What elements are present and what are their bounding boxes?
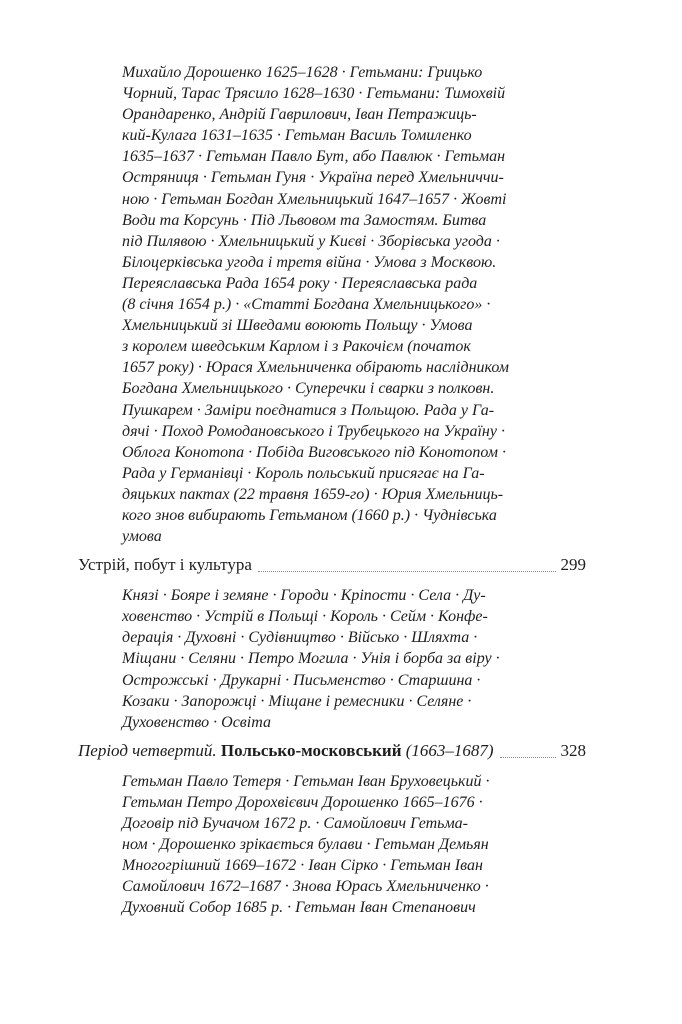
toc-heading-title: [78, 740, 494, 762]
dot-leader: [500, 757, 556, 758]
toc-detail-line: Хмельницький зі Шведами воюють Польщу · Умова: [122, 317, 473, 335]
toc-detail-line: Духовний Собор 1685 р. · Гетьман Іван Степанович: [122, 899, 476, 917]
toc-detail-line: дячі · Поход Ромодановського і Трубецького на Україну ·: [122, 422, 505, 440]
toc-detail-line: дерація · Духовні · Судівництво · Військо · Шляхта ·: [122, 629, 478, 647]
toc-detail-line: Многогрішний 1669–1672 · Іван Сірко · Гетьман Іван: [122, 857, 483, 875]
toc-detail-line: 1657 року) · Юрася Хмельниченка обірають наслідником: [122, 359, 509, 377]
page-number: 299: [560, 555, 586, 575]
toc-detail-line: Чорний, Тарас Трясило 1628–1630 · Гетьмани: Тимохвій: [122, 85, 506, 103]
toc-heading-row: [78, 740, 586, 762]
toc-heading-row: [78, 554, 586, 576]
toc-detail-line: Рада у Германівці · Король польський присягає на Га-: [122, 464, 485, 482]
toc-detail-line: Орандаренко, Андрій Гаврилович, Іван Петражиць-: [122, 106, 477, 124]
toc-detail-line: з королем шведським Карлом і з Ракочієм (початок: [122, 338, 471, 356]
toc-detail-line: Богдана Хмельницького · Суперечки і сварки з полковн.: [122, 380, 495, 398]
toc-detail-line: Острожські · Друкарні · Письменство · Старшина ·: [122, 671, 481, 689]
toc-detail-line: Князі · Бояре і земяне · Городи · Кріпости · Села · Ду-: [122, 587, 486, 605]
toc-detail-line: ховенство · Устрій в Польщі · Король · Сейм · Конфе-: [122, 608, 488, 626]
toc-detail-line: умова: [122, 528, 162, 546]
toc-detail-line: Михайло Дорошенко 1625–1628 · Гетьмани: Грицько: [122, 64, 483, 81]
toc-detail-line: (8 січня 1654 р.) · «Статті Богдана Хмельницького» ·: [122, 296, 491, 314]
toc-detail-block: [122, 771, 586, 919]
toc-detail-block: [122, 585, 586, 733]
toc-detail-line: Гетьман Петро Дорохвієвич Дорошенко 1665–1676 ·: [122, 793, 483, 811]
toc-heading-title: [78, 554, 252, 576]
toc-heading-title-part: Період четвертий.: [78, 740, 221, 760]
toc-detail-line: ною · Гетьман Богдан Хмельницький 1647–1657 · Жовті: [122, 190, 507, 208]
toc-detail-line: 1635–1637 · Гетьман Павло Бут, або Павлюк · Гетьман: [122, 148, 506, 166]
toc-detail-line: Духовенство · Освіта: [122, 713, 271, 731]
toc-detail-block: [122, 62, 586, 547]
toc-detail-line: Облога Конотопа · Побіда Виговського під Конотопом ·: [122, 443, 506, 461]
toc-heading-title-part: Польсько-московський: [220, 740, 406, 760]
dot-leader: [258, 571, 556, 572]
toc-detail-line: Міщани · Селяни · Петро Могила · Унія і борба за віру ·: [122, 650, 500, 668]
toc-heading-title-part: Устрій, побут і культура: [78, 555, 252, 575]
toc-detail-line: Договір під Бучачом 1672 р. · Самойлович Гетьма-: [122, 815, 468, 832]
toc-detail-line: Переяславська Рада 1654 року · Переяславська рада: [122, 274, 478, 292]
toc-heading-title-part: (1663–1687): [405, 740, 494, 760]
toc-detail-line: кий-Кулага 1631–1635 · Гетьман Василь Томиленко: [122, 127, 472, 145]
toc-detail-line: під Пилявою · Хмельницький у Києві · Зборівська угода ·: [122, 232, 500, 250]
toc-detail-line: Остряниця · Гетьман Гуня · Україна перед Хмельниччи-: [122, 169, 504, 187]
toc-detail-line: кого знов вибирають Гетьманом (1660 р.) · Чуднівська: [122, 506, 497, 524]
toc-detail-line: Козаки · Запорожці · Міщане і ремесники · Селяне ·: [122, 692, 472, 710]
toc-entries: [78, 62, 586, 918]
toc-detail-line: Води та Корсунь · Під Львовом та Замостям. Битва: [122, 211, 487, 229]
toc-detail-line: ном · Дорошенко зрікається булави · Гетьман Демьян: [122, 836, 489, 854]
page-number: 328: [560, 740, 586, 760]
toc-detail-line: дяцьких пактах (22 травня 1659-го) · Юрия Хмельниць-: [122, 485, 504, 503]
toc-detail-line: Гетьман Павло Тетеря · Гетьман Іван Бруховецький ·: [122, 772, 490, 790]
toc-detail-line: Пушкарем · Заміри поєднатися з Польщою. Рада у Га-: [122, 401, 495, 419]
toc-detail-line: Самойлович 1672–1687 · Знова Юрась Хмельниченко ·: [122, 878, 489, 896]
toc-detail-line: Білоцерківська угода і третя війна · Умова з Москвою.: [122, 253, 497, 271]
